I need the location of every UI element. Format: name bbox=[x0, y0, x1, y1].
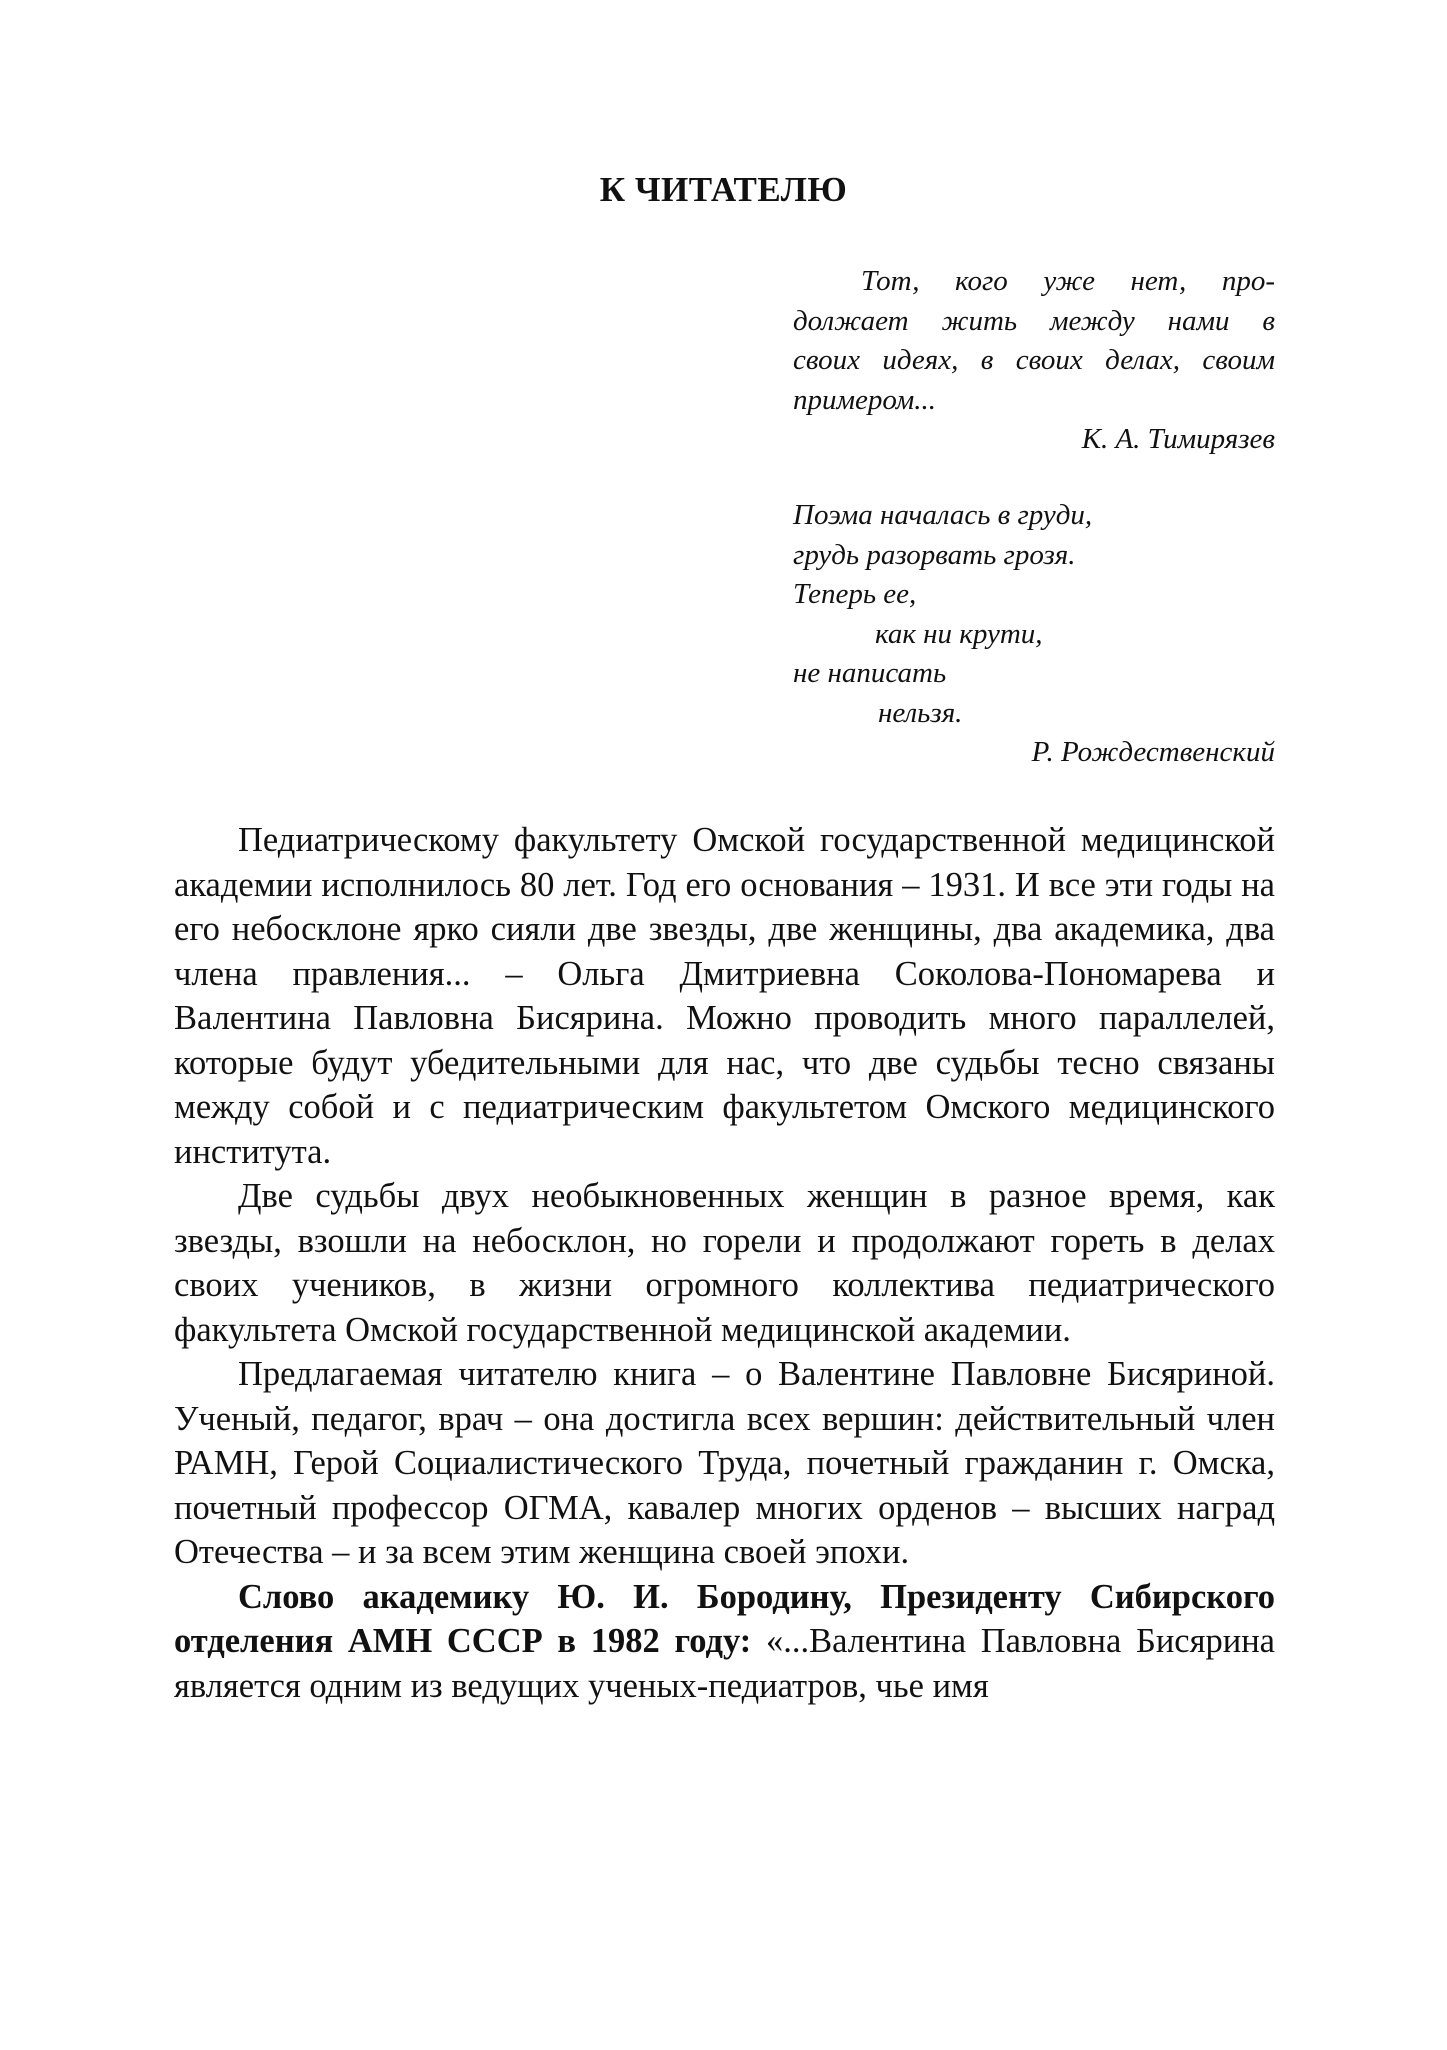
paragraph: Две судьбы двух необыкновенных женщин в разное время, как звезды, взошли на небосклон, но горели и продолжают гореть в делах своих учеников, в жизни огромного коллектива педиатрического факультета Омской государственной медицинской академии. bbox=[174, 1177, 1275, 1349]
page-title: К ЧИТАТЕЛЮ bbox=[599, 170, 848, 209]
quote-start: «...Валентина Павловна Бисярина является одним из ведущих ученых-педиатров, чье имя bbox=[174, 1622, 1275, 1705]
epigraph-line: должает жить между нами в bbox=[793, 304, 1275, 337]
paragraph: Предлагаемая читателю книга – о Валентине Павловне Бисяриной. Ученый, педагог, врач – она достигла всех вершин: действительный член РАМН, Герой Социалистического Труда, почетный гражданин г. Омска, почетный профессор ОГМА, кавалер многих орденов – высших наград Отечества – и за всем этим женщина своей эпохи. bbox=[174, 1355, 1275, 1571]
epigraph-line: примером... bbox=[793, 383, 937, 416]
epigraph-line: Тот, кого уже нет, про- bbox=[861, 265, 1275, 297]
paragraph: Педиатрическому факультету Омской государственной медицинской академии исполнилось 80 лет. Год его основания – 1931. И все эти годы на его небосклоне ярко сияли две звезды, две женщины, два академика, два члена правления... – Ольга Дмитриевна Соколова-Пономарева и Валентина Павловна Бисярина. Можно проводить много параллелей, которые будут убедительными для нас, что две судьбы тесно связаны между собой и с педиатрическим факультетом Омского медицинского института. bbox=[174, 821, 1275, 1171]
epigraph-line: своих идеях, в своих делах, своим bbox=[793, 344, 1275, 376]
epigraph-line: грудь разорвать грозя. bbox=[793, 538, 1076, 571]
epigraph-author: Р. Рождественский bbox=[1031, 736, 1275, 768]
body-text bbox=[174, 818, 1275, 1708]
bold-lead: Слово академику Ю. И. Бородину, Президенту Сибирского отделения АМН СССР в 1982 году: bbox=[174, 1577, 1275, 1660]
epigraph-line: Теперь ее, bbox=[793, 578, 917, 610]
epigraph-line: как ни крути, bbox=[875, 617, 1043, 650]
epigraph-line: Поэма началась в груди, bbox=[793, 499, 1093, 531]
epigraph-rozhdestvensky bbox=[793, 496, 1275, 773]
epigraph-timiryazev bbox=[793, 262, 1275, 460]
epigraph-line: нельзя. bbox=[878, 696, 963, 729]
epigraph-line: не написать bbox=[793, 657, 947, 689]
paragraph-final bbox=[174, 1575, 1275, 1709]
epigraph-author: К. А. Тимирязев bbox=[1081, 423, 1275, 455]
